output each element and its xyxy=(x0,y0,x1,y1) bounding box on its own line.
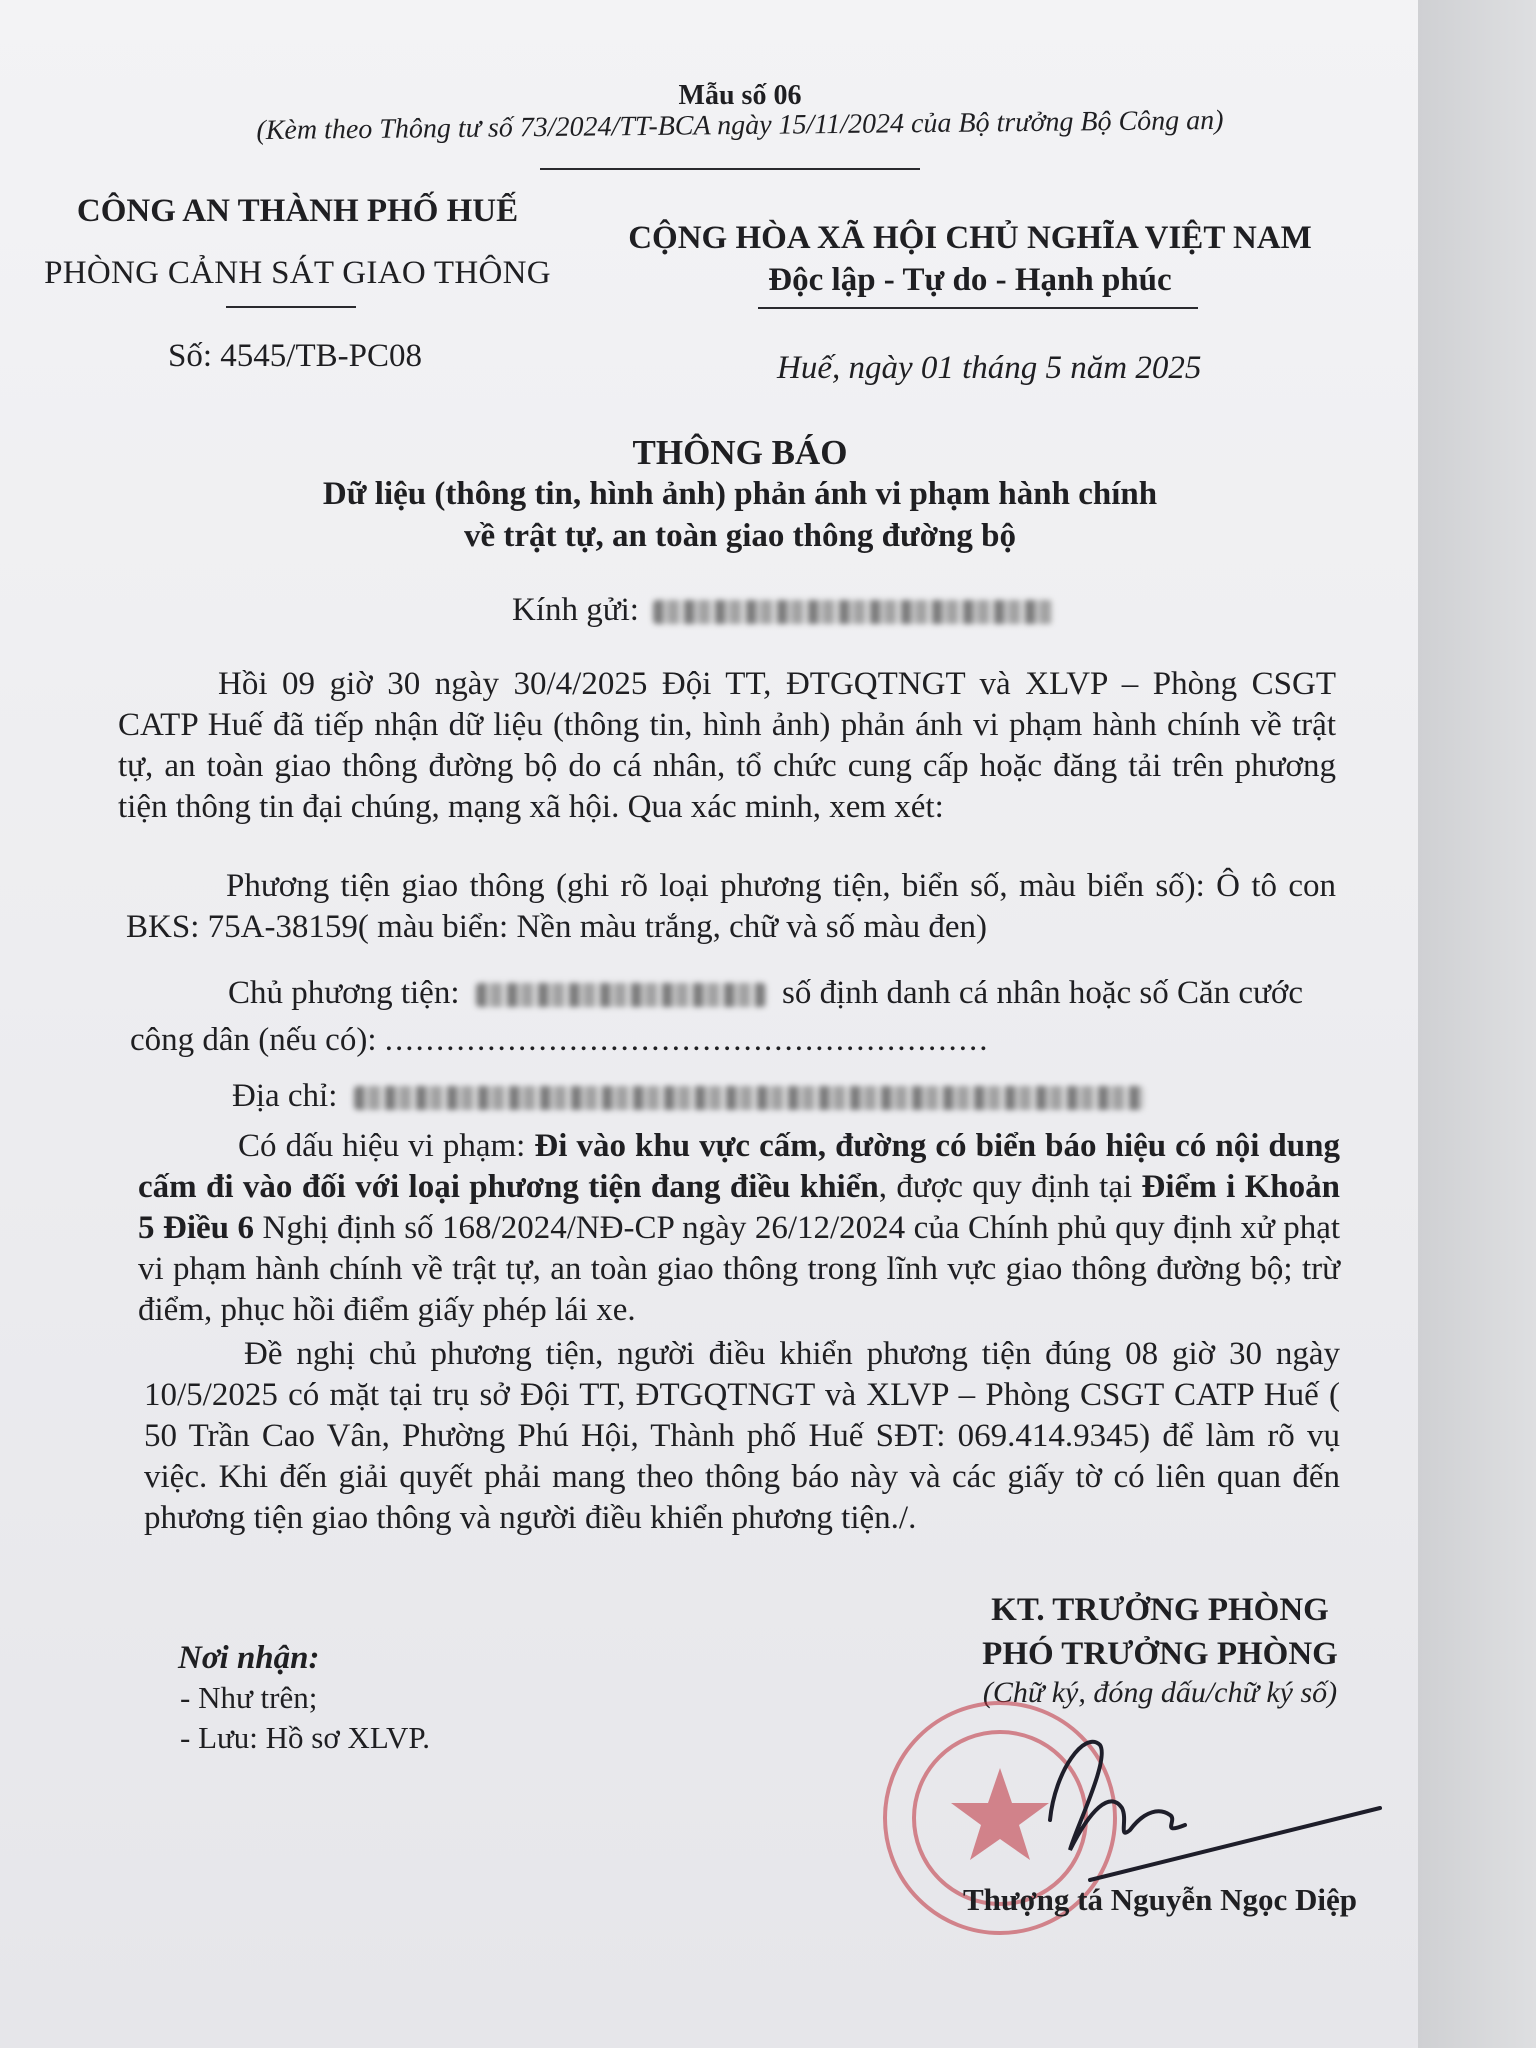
recipient-item: - Như trên; xyxy=(180,1680,318,1715)
violation-description: Đi vào khu vực cấm, đường có biển báo hiệu có nội dung cấm đi vào đối với loại phương tiện đang điều khiển xyxy=(138,1128,1340,1205)
agency-name: CÔNG AN THÀNH PHỐ HUẾ xyxy=(76,193,519,229)
notice-title: THÔNG BÁO xyxy=(632,433,848,472)
nation-name: CỘNG HÒA XÃ HỘI CHỦ NGHĨA VIỆT NAM xyxy=(628,220,1312,256)
address-line xyxy=(232,1076,1144,1117)
intro-paragraph: Hồi 09 giờ 30 ngày 30/4/2025 Đội TT, ĐTGQTNGT và XLVP – Phòng CSGT CATP Huế đã tiếp nhận dữ liệu (thông tin, hình ảnh) phản ánh vi phạm hành chính về trật tự, an toàn giao thông đường bộ do cá nhân, tổ chức cung cấp hoặc đăng tải trên phương tiện thông tin đại chúng, mạng xã hội. Qua xác minh, xem xét: xyxy=(118,666,1336,825)
form-attachment-note: (Kèm theo Thông tư số 73/2024/TT-BCA ngày 15/11/2024 của Bộ trưởng Bộ Công an) xyxy=(256,104,1224,147)
recipients-title: Nơi nhận: xyxy=(178,1640,320,1676)
violation-legal-point: Điểm i Khoản 5 Điều 6 xyxy=(138,1169,1340,1246)
background-surface xyxy=(1418,0,1536,2048)
agency-department: PHÒNG CẢNH SÁT GIAO THÔNG xyxy=(44,255,551,291)
recipient-label: Kính gửi: xyxy=(512,592,639,628)
motto-underline xyxy=(758,307,1198,309)
owner-id-text: số định danh cá nhân hoặc số Căn cước xyxy=(782,975,1304,1011)
id-label: công dân (nếu có): xyxy=(130,1022,377,1058)
nation-motto: Độc lập - Tự do - Hạnh phúc xyxy=(768,262,1172,298)
id-line xyxy=(130,1020,990,1061)
address-label: Địa chỉ: xyxy=(232,1078,338,1114)
agency-underline xyxy=(226,306,356,308)
violation-lead: Có dấu hiệu vi phạm: xyxy=(238,1128,526,1164)
redacted-recipient xyxy=(653,600,1053,624)
vehicle-paragraph: Phương tiện giao thông (ghi rõ loại phương tiện, biển số, màu biển số): Ô tô con BKS: 75A-38159( màu biển: Nền màu trắng, chữ và số màu đen) xyxy=(126,868,1336,945)
signature-title-1: KT. TRƯỞNG PHÒNG xyxy=(991,1592,1329,1628)
document-number: Số: 4545/TB-PC08 xyxy=(168,338,422,374)
signature-title-2: PHÓ TRƯỞNG PHÒNG xyxy=(982,1636,1338,1672)
signer-name: Thượng tá Nguyễn Ngọc Diệp xyxy=(962,1882,1358,1917)
violation-mid: , được quy định tại xyxy=(878,1169,1133,1205)
owner-line xyxy=(228,973,1303,1014)
handwritten-signature xyxy=(1050,1742,1380,1880)
signature-note: (Chữ ký, đóng dấu/chữ ký số) xyxy=(982,1676,1338,1709)
stamp-star-icon xyxy=(951,1768,1049,1860)
owner-label: Chủ phương tiện: xyxy=(228,975,460,1011)
id-placeholder-dots: ........................................................... xyxy=(384,1022,990,1058)
notice-subtitle-2: về trật tự, an toàn giao thông đường bộ xyxy=(463,518,1016,554)
header-divider xyxy=(540,168,920,170)
redacted-address xyxy=(354,1086,1144,1110)
issue-date: Huế, ngày 01 tháng 5 năm 2025 xyxy=(777,350,1202,386)
form-number: Mẫu số 06 xyxy=(678,80,802,111)
recipient-line xyxy=(512,592,1053,629)
notice-subtitle-1: Dữ liệu (thông tin, hình ảnh) phản ánh vi phạm hành chính xyxy=(322,476,1158,512)
recipient-item: - Lưu: Hồ sơ XLVP. xyxy=(180,1720,430,1755)
redacted-owner xyxy=(476,983,766,1007)
request-paragraph: Đề nghị chủ phương tiện, người điều khiển phương tiện đúng 08 giờ 30 ngày 10/5/2025 có mặt tại trụ sở Đội TT, ĐTGQTNGT và XLVP – Phòng CSGT CATP Huế ( 50 Trần Cao Vân, Phường Phú Hội, Thành phố Huế SĐT: 069.414.9345) để làm rõ vụ việc. Khi đến giải quyết phải mang theo thông báo này và các giấy tờ có liên quan đến phương tiện giao thông và người điều khiển phương tiện./. xyxy=(144,1336,1340,1536)
violation-tail: Nghị định số 168/2024/NĐ-CP ngày 26/12/2024 của Chính phủ quy định xử phạt vi phạm hành chính về trật tự, an toàn giao thông trong lĩnh vực giao thông đường bộ; trừ điểm, phục hồi điểm giấy phép lái xe. xyxy=(138,1210,1341,1328)
violation-paragraph xyxy=(138,1126,1340,1331)
